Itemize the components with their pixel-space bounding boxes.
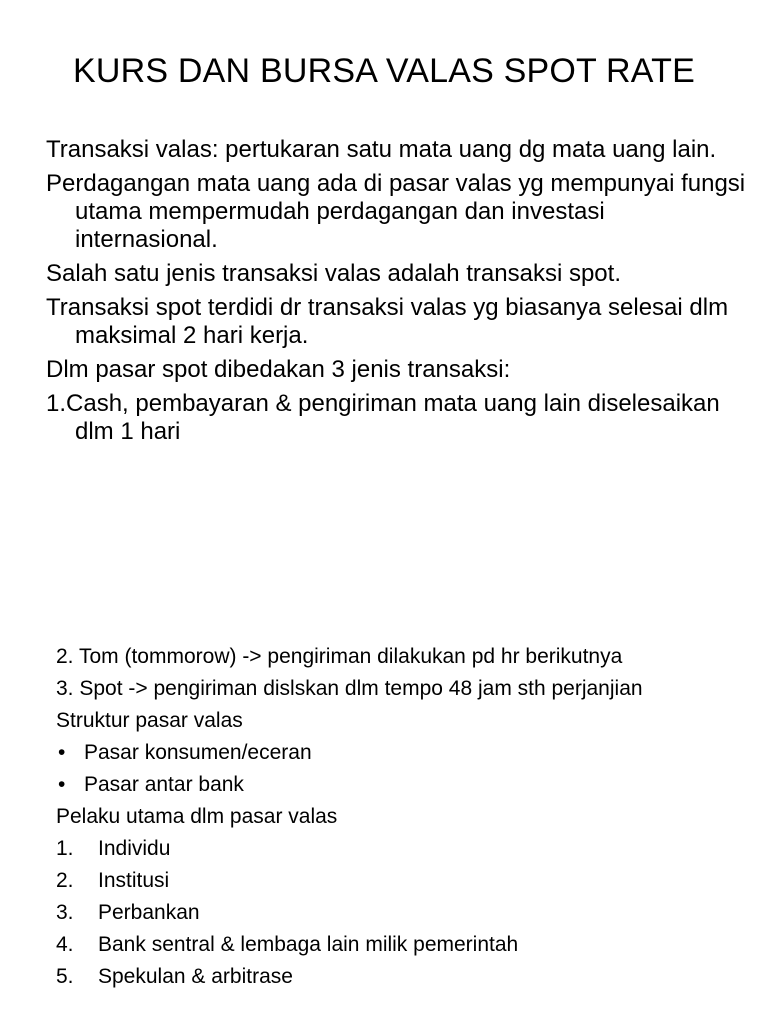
slide-1-body [46, 136, 746, 452]
paragraph-market-function: Perdagangan mata uang ada di pasar valas yg mempunyai fungsi utama mempermudah perdagangan dan investasi internasional. [46, 170, 746, 253]
paragraph-spot-settlement: Transaksi spot terdidi dr transaksi valas yg biasanya selesai dlm maksimal 2 hari kerja. [46, 294, 729, 349]
bullet-item [56, 772, 736, 798]
item-tom: 2. Tom (tommorow) -> pengiriman dilakukan pd hr berikutnya [56, 645, 623, 668]
actors-heading: Pelaku utama dlm pasar valas [56, 805, 338, 828]
bullet-text: Pasar konsumen/eceran [84, 741, 312, 764]
slide-2 [0, 640, 768, 1024]
list-number: 4. [56, 933, 74, 956]
paragraph-spot-type: Salah satu jenis transaksi valas adalah transaksi spot. [46, 260, 621, 287]
paragraph-definition: Transaksi valas: pertukaran satu mata uang dg mata uang lain. [46, 136, 717, 163]
list-text: Bank sentral & lembaga lain milik pemerintah [98, 933, 519, 956]
list-text: Individu [98, 837, 171, 860]
bullet-item [56, 740, 736, 766]
list-item [56, 932, 736, 958]
list-item [56, 900, 736, 926]
list-text: Institusi [98, 869, 170, 892]
slide-title: KURS DAN BURSA VALAS SPOT RATE [73, 52, 695, 90]
list-number: 5. [56, 965, 74, 988]
bullet-text: Pasar antar bank [84, 773, 244, 796]
bullet-icon: • [58, 773, 66, 796]
paragraph-cash: 1.Cash, pembayaran & pengiriman mata uang lain diselesaikan dlm 1 hari [46, 390, 720, 445]
slide-2-body [56, 644, 736, 996]
structure-heading: Struktur pasar valas [56, 709, 243, 732]
list-number: 3. [56, 901, 74, 924]
bullet-icon: • [58, 741, 66, 764]
list-text: Perbankan [98, 901, 200, 924]
list-number: 1. [56, 837, 74, 860]
list-text: Spekulan & arbitrase [98, 965, 293, 988]
list-item [56, 836, 736, 862]
list-item [56, 964, 736, 990]
item-spot: 3. Spot -> pengiriman dislskan dlm tempo 48 jam sth perjanjian [56, 677, 643, 700]
paragraph-three-types: Dlm pasar spot dibedakan 3 jenis transaksi: [46, 356, 511, 383]
list-item [56, 868, 736, 894]
list-number: 2. [56, 869, 74, 892]
